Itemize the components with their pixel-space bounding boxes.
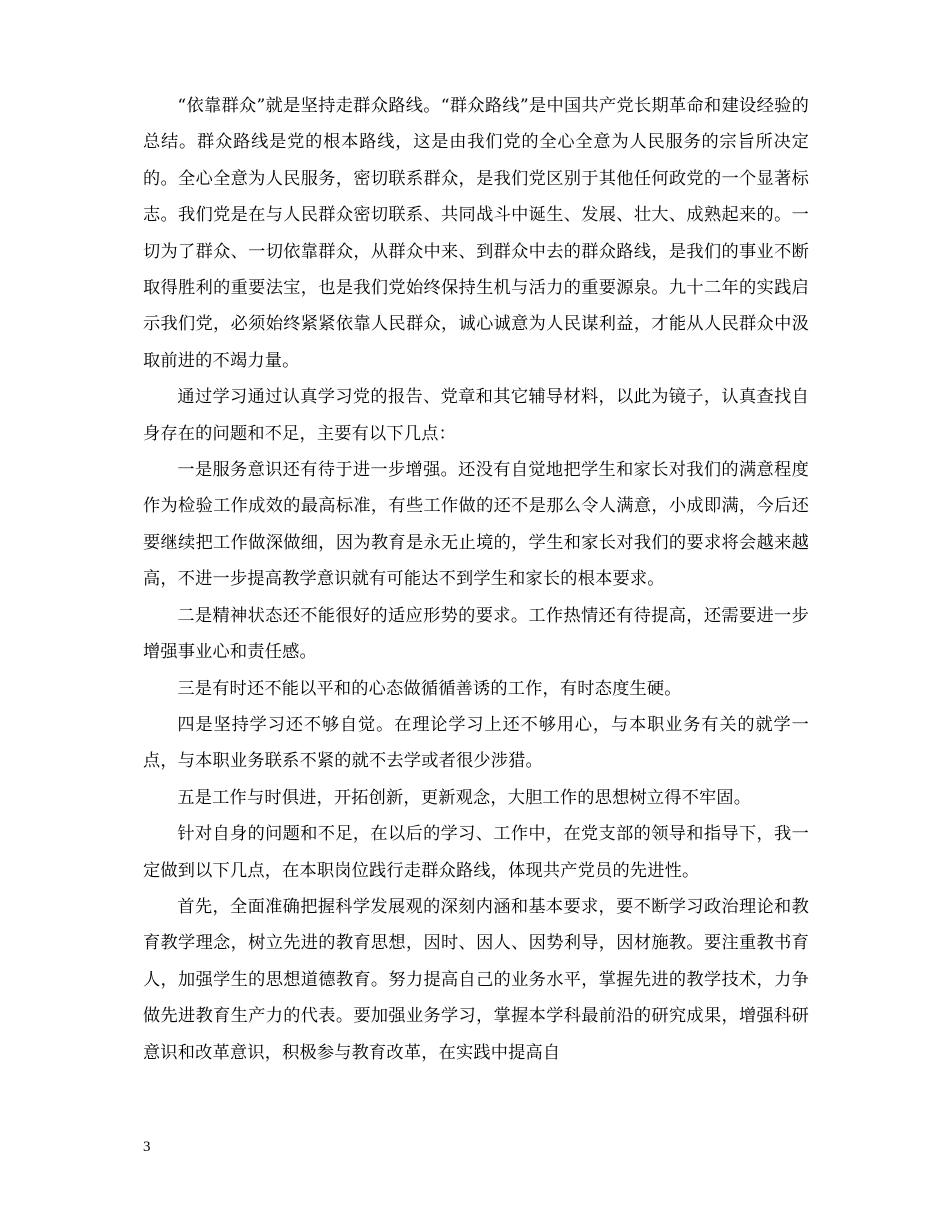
paragraph-1: “依靠群众”就是坚持走群众路线。“群众路线”是中国共产党长期革命和建设经验的总结。群众路线是党的根本路线，这是由我们党的全心全意为人民服务的宗旨所决定的。全心全意为人民服务，密切联系群众，是我们党区别于其他任何政党的一个显著标志。我们党是在与人民群众密切联系、共同战斗中诞生、发展、壮大、成熟起来的。一切为了群众、一切依靠群众，从群众中来、到群众中去的群众路线，是我们的事业不断取得胜利的重要法宝，也是我们党始终保持生机与活力的重要源泉。九十二年的实践启示我们党，必须始终紧紧依靠人民群众，诚心诚意为人民谋利益，才能从人民群众中汲取前进的不竭力量。: [143, 96, 809, 371]
paragraph-9: 首先，全面准确把握科学发展观的深刻内涵和基本要求，要不断学习政治理论和教育教学理念，树立先进的教育思想，因时、因人、因势利导，因材施教。要注重教书育人，加强学生的思想道德教育。努力提高自己的业务水平，掌握先进的教学技术，力争做先进教育生产力的代表。要加强业务学习，掌握本学科最前沿的研究成果，增强科研意识和改革意识，积极参与教育改革，在实践中提高自: [143, 896, 809, 1063]
paragraph-7: 五是工作与时俱进，开拓创新，更新观念，大胆工作的思想树立得不牢固。: [177, 787, 752, 808]
page-number: 3: [143, 1139, 151, 1155]
paragraph-3: 一是服务意识还有待于进一步增强。还没有自觉地把学生和家长对我们的满意程度作为检验工作成效的最高标准，有些工作做的还不是那么令人满意，小成即满，今后还要继续把工作做深做细，因为教育是永无止境的，学生和家长对我们的要求将会越来越高，不进一步提高教学意识就有可能达不到学生和家长的根本要求。: [143, 460, 809, 590]
paragraph-6: 四是坚持学习还不够自觉。在理论学习上还不够用心，与本职业务有关的就学一点，与本职业务联系不紧的就不去学或者很少涉猎。: [143, 714, 809, 772]
document-body: [143, 88, 809, 1071]
paragraph-5: 三是有时还不能以平和的心态做循循善诱的工作，有时态度生硬。: [177, 678, 682, 699]
paragraph-4: 二是精神状态还不能很好的适应形势的要求。工作热情还有待提高，还需要进一步增强事业心和责任感。: [143, 605, 809, 663]
paragraph-8: 针对自身的问题和不足，在以后的学习、工作中，在党支部的领导和指导下，我一定做到以下几点，在本职岗位践行走群众路线，体现共产党员的先进性。: [143, 824, 809, 881]
paragraph-2: 通过学习通过认真学习党的报告、党章和其它辅导材料，以此为镜子，认真查找自身存在的问题和不足，主要有以下几点：: [143, 387, 809, 444]
